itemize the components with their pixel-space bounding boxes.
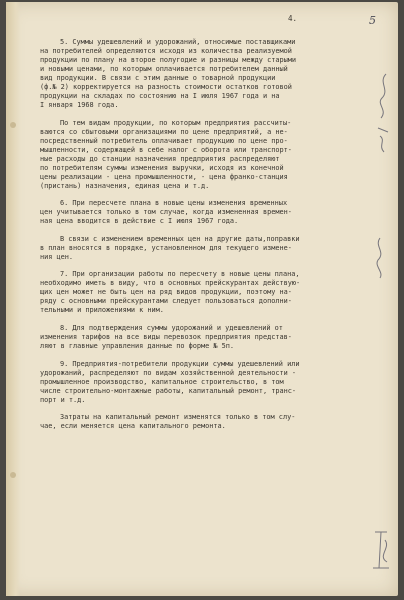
paragraph-6: [40, 199, 374, 226]
text-line: тельными и приложениями к ним.: [40, 306, 164, 315]
text-line: в план вносятся в порядке, установленном для текущего измене-: [40, 243, 292, 252]
paragraph-5-cont: [40, 119, 374, 191]
text-line: ния цен.: [40, 252, 74, 261]
paragraph-6-cont: [40, 235, 374, 262]
paragraph-5: [40, 38, 374, 110]
text-line: изменения тарифов на все виды перевозок предприятия представ-: [40, 332, 292, 341]
text-line: цены реализации - цена промышленности, - цена франко-станция: [40, 172, 288, 181]
text-line: ляют в главные управления данные по форме № 5п.: [40, 341, 235, 350]
text-line: I января 1968 года.: [40, 101, 119, 109]
text-line: и новыми ценами, по которым оплачивается потребителем данный: [40, 65, 288, 73]
text-line: ная цена вводится в действие с I июля 1967 года.: [40, 217, 239, 226]
text-line: Затраты на капитальный ремонт изменятся только в том слу-: [60, 413, 296, 422]
text-line: 8. Для подтверждения суммы удорожаний и удешевлений от: [60, 323, 283, 332]
text-line: мышленности, содержащей в себе налог с оборота или транспорт-: [40, 145, 292, 154]
text-line: необходимо иметь в виду, что в основных прейскурантах действую-: [40, 279, 301, 288]
handwritten-page-number: 5: [369, 14, 376, 27]
text-line: 6. При пересчете плана в новые цены изменения временных: [60, 199, 288, 208]
text-line: по потребителям суммы изменения выручки, исходя из конечной: [40, 163, 284, 172]
text-line: порт и т.д.: [40, 395, 86, 404]
paragraph-8: [40, 324, 374, 351]
text-line: посредственный потребитель оплачивает продукцию по цене про-: [40, 136, 288, 145]
text-line: на потребителей определяются исходя из количества реализуемой: [40, 47, 292, 55]
text-line: удорожаний, распределяют по видам хозяйственной деятельности -: [40, 368, 296, 377]
text-line: ряду с основными прейскурантами следует пользоваться дополни-: [40, 297, 292, 306]
text-line: (пристань) назначения, единая цена и т.д.: [40, 181, 210, 190]
text-line: В связи с изменением временных цен на другие даты,поправки: [60, 234, 300, 243]
margin-annotation: [372, 70, 394, 160]
text-line: По тем видам продукции, по которым предприятия рассчиты-: [60, 118, 292, 127]
binding-edge: [6, 2, 20, 596]
page-number: 4.: [288, 14, 298, 23]
text-line: чае, если меняется цена капитального ремонта.: [40, 422, 226, 431]
paragraph-7: [40, 270, 374, 315]
text-line: вид продукции. В связи с этим данные о товарной продукции: [40, 74, 276, 82]
text-line: числе строительно-монтажные работы, капитальный ремонт, транс-: [40, 386, 296, 395]
document-body: [40, 38, 374, 440]
paragraph-9: [40, 360, 374, 405]
punch-hole: [10, 122, 16, 128]
text-line: (ф.№ 2) корректируется на разность стоимости остатков готовой: [40, 83, 292, 91]
text-line: ные расходы до станции назначения предприятия распределяют: [40, 154, 280, 163]
margin-annotation: [369, 528, 393, 572]
text-line: 9. Предприятия-потребители продукции суммы удешевлений или: [60, 359, 300, 368]
text-line: щих цен может не быть цен на ряд видов продукции, поэтому на-: [40, 288, 292, 297]
text-line: цен учитывается только в том случае, когда измененная времен-: [40, 208, 292, 217]
text-line: промышленное производство, капитальное строительство, в том: [40, 377, 284, 386]
text-line: 7. При организации работы по пересчету в новые цены плана,: [60, 270, 300, 279]
text-line: 5. Суммы удешевлений и удорожаний, относимые поставщиками: [60, 38, 296, 46]
punch-hole: [10, 472, 16, 478]
text-line: ваются со сбытовыми организациями по цене предприятий, а не-: [40, 127, 288, 136]
text-line: продукции на складах по состоянию на I июля 1967 года и на: [40, 92, 280, 100]
paragraph-9-cont: [40, 413, 374, 431]
text-line: продукции по плану на второе полугодие и разницы между старыми: [40, 56, 296, 64]
